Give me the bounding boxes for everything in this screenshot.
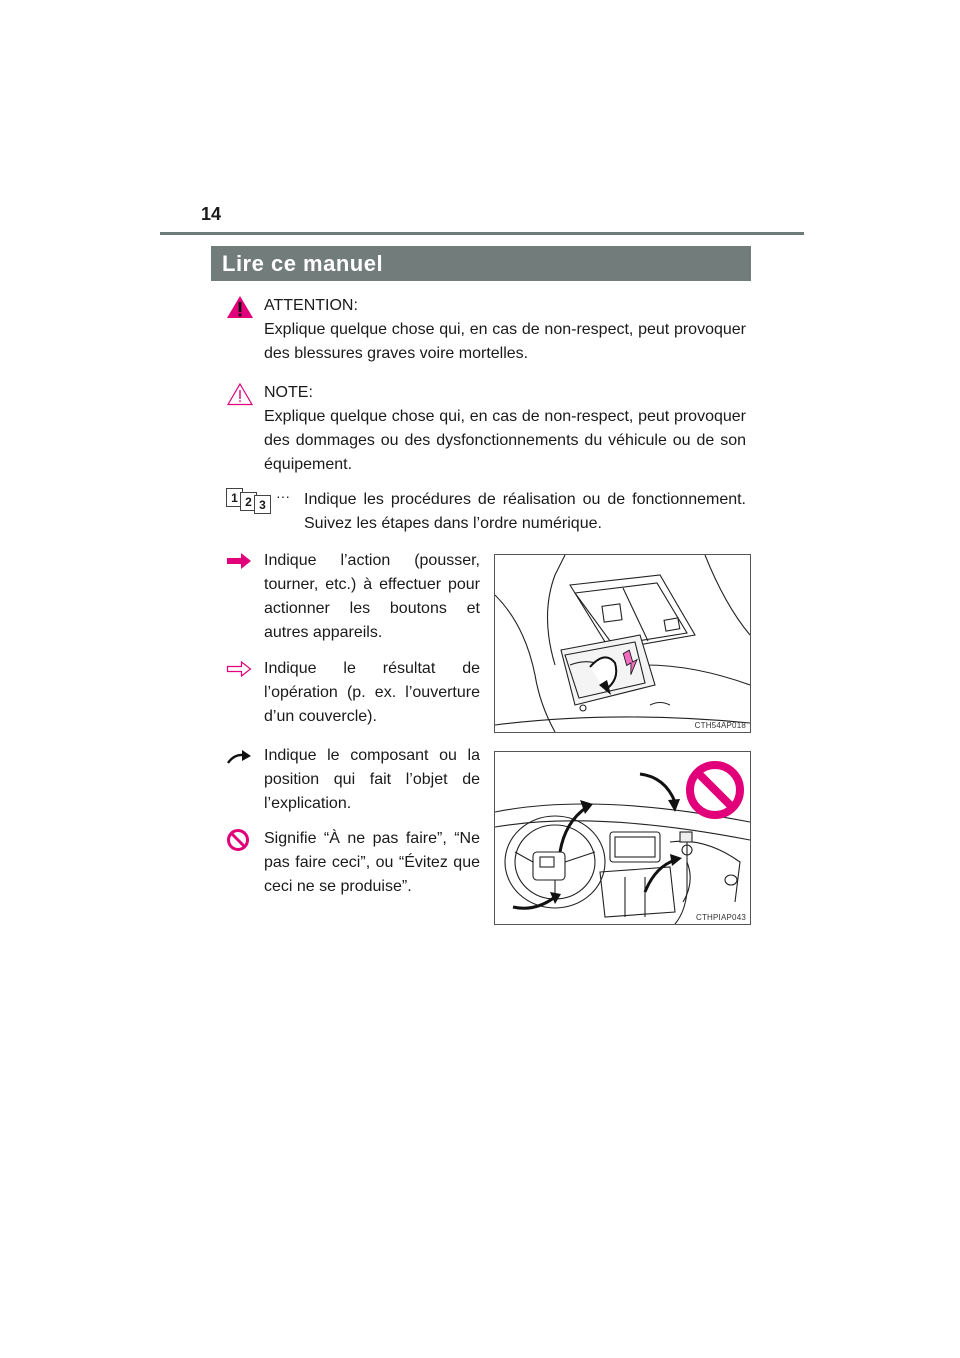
top-rule xyxy=(160,232,804,235)
entry-attention xyxy=(226,294,746,366)
action-text: Indique l’action (pousser, tourner, etc.) à effectuer pour actionner les boutons et autres appareils. xyxy=(264,552,480,641)
note-text: Explique quelque chose qui, en cas de non-respect, peut provoquer des dommages ou des dysfonctionnements du véhicule ou de son équipement. xyxy=(264,408,746,473)
entry-action xyxy=(226,549,482,645)
outline-arrow-icon xyxy=(226,660,252,686)
step-numbers-icon xyxy=(226,488,301,514)
prohibited-text: Signifie “À ne pas faire”, “Ne pas faire ceci”, ou “Évitez que ceci ne se produise”. xyxy=(264,830,480,895)
entry-note xyxy=(226,381,746,477)
figure-code: CTHPIAP043 xyxy=(695,913,746,922)
result-text: Indique le résultat de l’opération (p. ex. l’ouverture d’un couvercle). xyxy=(264,660,480,725)
entry-prohibited xyxy=(226,827,482,899)
step-digit: 1 xyxy=(226,488,243,507)
entry-component xyxy=(226,744,482,816)
attention-title: ATTENTION: xyxy=(264,297,358,314)
warning-triangle-outline-icon xyxy=(226,381,254,415)
overhead-console-illustration xyxy=(494,554,751,733)
entry-result xyxy=(226,657,482,729)
page-number: 14 xyxy=(201,204,222,224)
dashboard-illustration xyxy=(494,751,751,925)
note-title: NOTE: xyxy=(264,384,313,401)
warning-triangle-filled-icon xyxy=(226,294,254,328)
attention-text: Explique quelque chose qui, en cas de non-respect, peut provoquer des blessures graves voire mortelles. xyxy=(264,321,746,362)
component-text: Indique le composant ou la position qui fait l’objet de l’explication. xyxy=(264,747,480,812)
entry-steps xyxy=(226,488,746,538)
filled-arrow-icon xyxy=(226,552,252,578)
step-digit: 3 xyxy=(254,495,271,514)
section-header: Lire ce manuel xyxy=(211,246,751,281)
curved-pointer-arrow-icon xyxy=(226,748,252,774)
step-ellipsis: ··· xyxy=(276,488,290,504)
steps-text: Indique les procédures de réalisation ou de fonctionnement. Suivez les étapes dans l’ordre numérique. xyxy=(304,491,746,532)
figure-code: CTH54AP018 xyxy=(694,721,746,730)
step-digit: 2 xyxy=(240,492,257,511)
prohibition-icon xyxy=(226,828,250,860)
